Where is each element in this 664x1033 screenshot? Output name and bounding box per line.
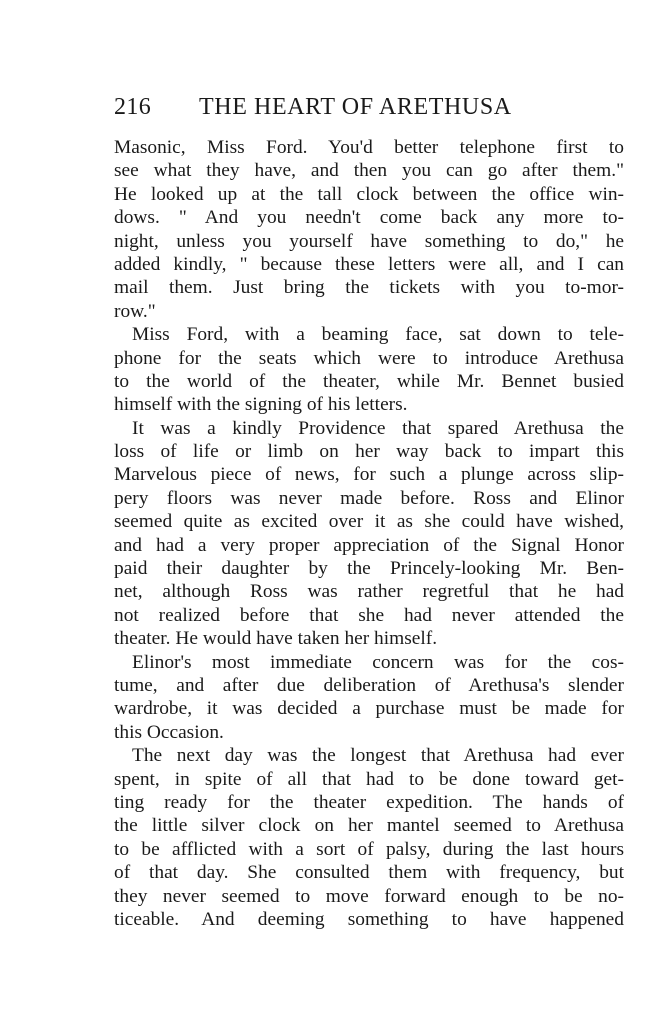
text-line: not realized before that she had never attended the: [114, 604, 624, 626]
text-line: of that day. She consulted them with frequency, but: [114, 862, 624, 884]
text-line: they never seemed to move forward enough to be no-: [114, 885, 624, 907]
text-line: the little silver clock on her mantel seemed to Arethusa: [114, 815, 624, 837]
text-line: pery floors was never made before. Ross and Elinor: [114, 487, 624, 509]
text-line: to the world of the theater, while Mr. Bennet busied: [114, 370, 624, 392]
text-line: Elinor's most immediate concern was for the cos-: [132, 651, 624, 673]
text-line: He looked up at the tall clock between the office win-: [114, 183, 624, 205]
text-line: loss of life or limb on her way back to impart this: [114, 441, 624, 463]
text-line: net, although Ross was rather regretful that he had: [114, 581, 624, 603]
book-title: THE HEART OF ARETHUSA: [199, 94, 512, 120]
text-line: row.": [114, 300, 156, 322]
text-line: to be afflicted with a sort of palsy, during the last hours: [114, 838, 624, 860]
body-text: [114, 136, 624, 931]
text-line: Masonic, Miss Ford. You'd better telephone first to: [114, 137, 624, 158]
text-line: wardrobe, it was decided a purchase must be made for: [114, 698, 624, 720]
text-line: dows. " And you needn't come back any more to-: [114, 207, 624, 229]
text-line: this Occasion.: [114, 721, 224, 743]
text-line: ting ready for the theater expedition. The hands of: [114, 791, 624, 813]
text-line: theater. He would have taken her himself.: [114, 628, 438, 650]
text-line: spent, in spite of all that had to be done toward get-: [114, 768, 624, 790]
text-line: seemed quite as excited over it as she could have wished,: [114, 511, 624, 533]
text-line: Marvelous piece of news, for such a plunge across slip-: [114, 464, 624, 486]
text-line: paid their daughter by the Princely-looking Mr. Ben-: [114, 558, 624, 580]
text-line: phone for the seats which were to introduce Arethusa: [114, 347, 624, 369]
text-line: tume, and after due deliberation of Arethusa's slender: [114, 674, 624, 696]
text-line: and had a very proper appreciation of the Signal Honor: [114, 534, 624, 556]
text-line: night, unless you yourself have something to do," he: [114, 230, 624, 252]
running-head: [114, 92, 624, 122]
text-line: The next day was the longest that Arethusa had ever: [132, 745, 624, 767]
text-line: It was a kindly Providence that spared Arethusa the: [132, 417, 624, 439]
text-line: ticeable. And deeming something to have happened: [114, 908, 624, 930]
text-line: himself with the signing of his letters.: [114, 394, 408, 416]
book-page: [114, 92, 624, 931]
text-line: mail them. Just bring the tickets with you to-mor-: [114, 277, 624, 299]
text-line: see what they have, and then you can go after them.": [114, 160, 624, 182]
page-number: 216: [114, 94, 152, 120]
text-line: Miss Ford, with a beaming face, sat down to tele-: [132, 324, 624, 346]
text-line: added kindly, " because these letters were all, and I can: [114, 253, 624, 275]
